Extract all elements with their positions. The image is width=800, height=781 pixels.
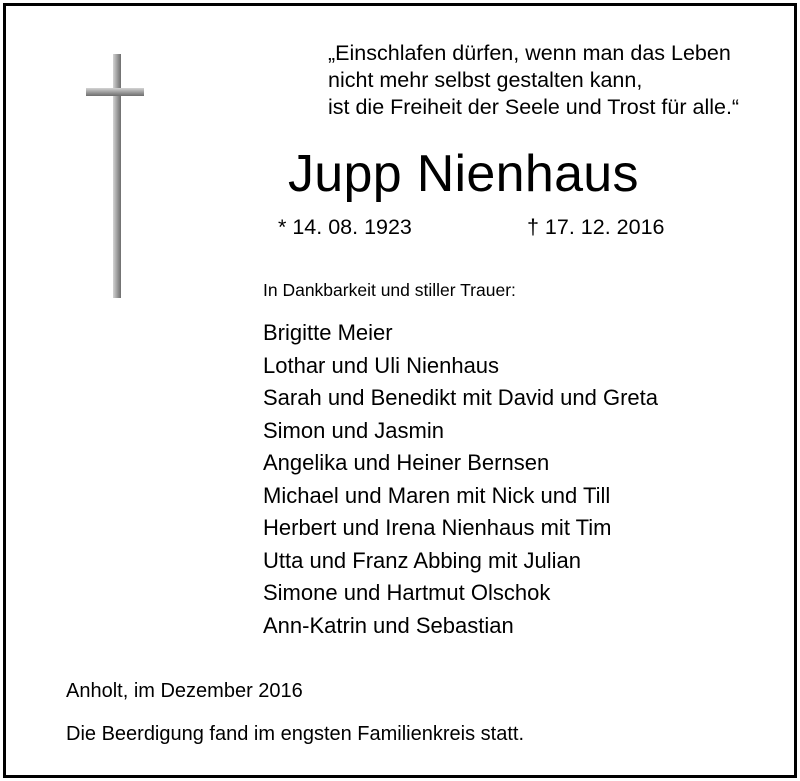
quote-line: nicht mehr selbst gestalten kann, xyxy=(328,68,643,92)
quote-line: ist die Freiheit der Seele und Trost für alle.“ xyxy=(328,95,740,119)
mourner-entry: Michael und Maren mit Nick und Till xyxy=(263,482,611,508)
mourner-entry: Utta und Franz Abbing mit Julian xyxy=(263,547,581,573)
mourning-intro: In Dankbarkeit und stiller Trauer: xyxy=(263,280,516,300)
birth-date: * 14. 08. 1923 xyxy=(278,215,412,239)
funeral-note: Die Beerdigung fand im engsten Familienkreis statt. xyxy=(66,723,525,745)
quote-block xyxy=(328,40,788,121)
mourners-list xyxy=(263,317,658,642)
mourner-entry: Sarah und Benedikt mit David und Greta xyxy=(263,385,659,410)
mourner-entry: Herbert und Irena Nienhaus mit Tim xyxy=(263,515,612,540)
deceased-name: Jupp Nienhaus xyxy=(288,145,639,203)
mourner-entry: Simone und Hartmut Olschok xyxy=(263,580,551,605)
mourner-entry: Brigitte Meier xyxy=(263,320,393,345)
cross-horizontal-bar xyxy=(86,88,144,96)
obituary-frame xyxy=(3,3,797,778)
mourner-entry: Simon und Jasmin xyxy=(263,417,444,443)
quote-line: „Einschlafen dürfen, wenn man das Leben xyxy=(328,41,731,65)
mourner-entry: Lothar und Uli Nienhaus xyxy=(263,352,500,378)
death-date: † 17. 12. 2016 xyxy=(527,215,665,239)
mourner-entry: Angelika und Heiner Bernsen xyxy=(263,450,550,475)
mourner-entry: Ann-Katrin und Sebastian xyxy=(263,612,514,638)
place-date: Anholt, im Dezember 2016 xyxy=(66,680,303,702)
